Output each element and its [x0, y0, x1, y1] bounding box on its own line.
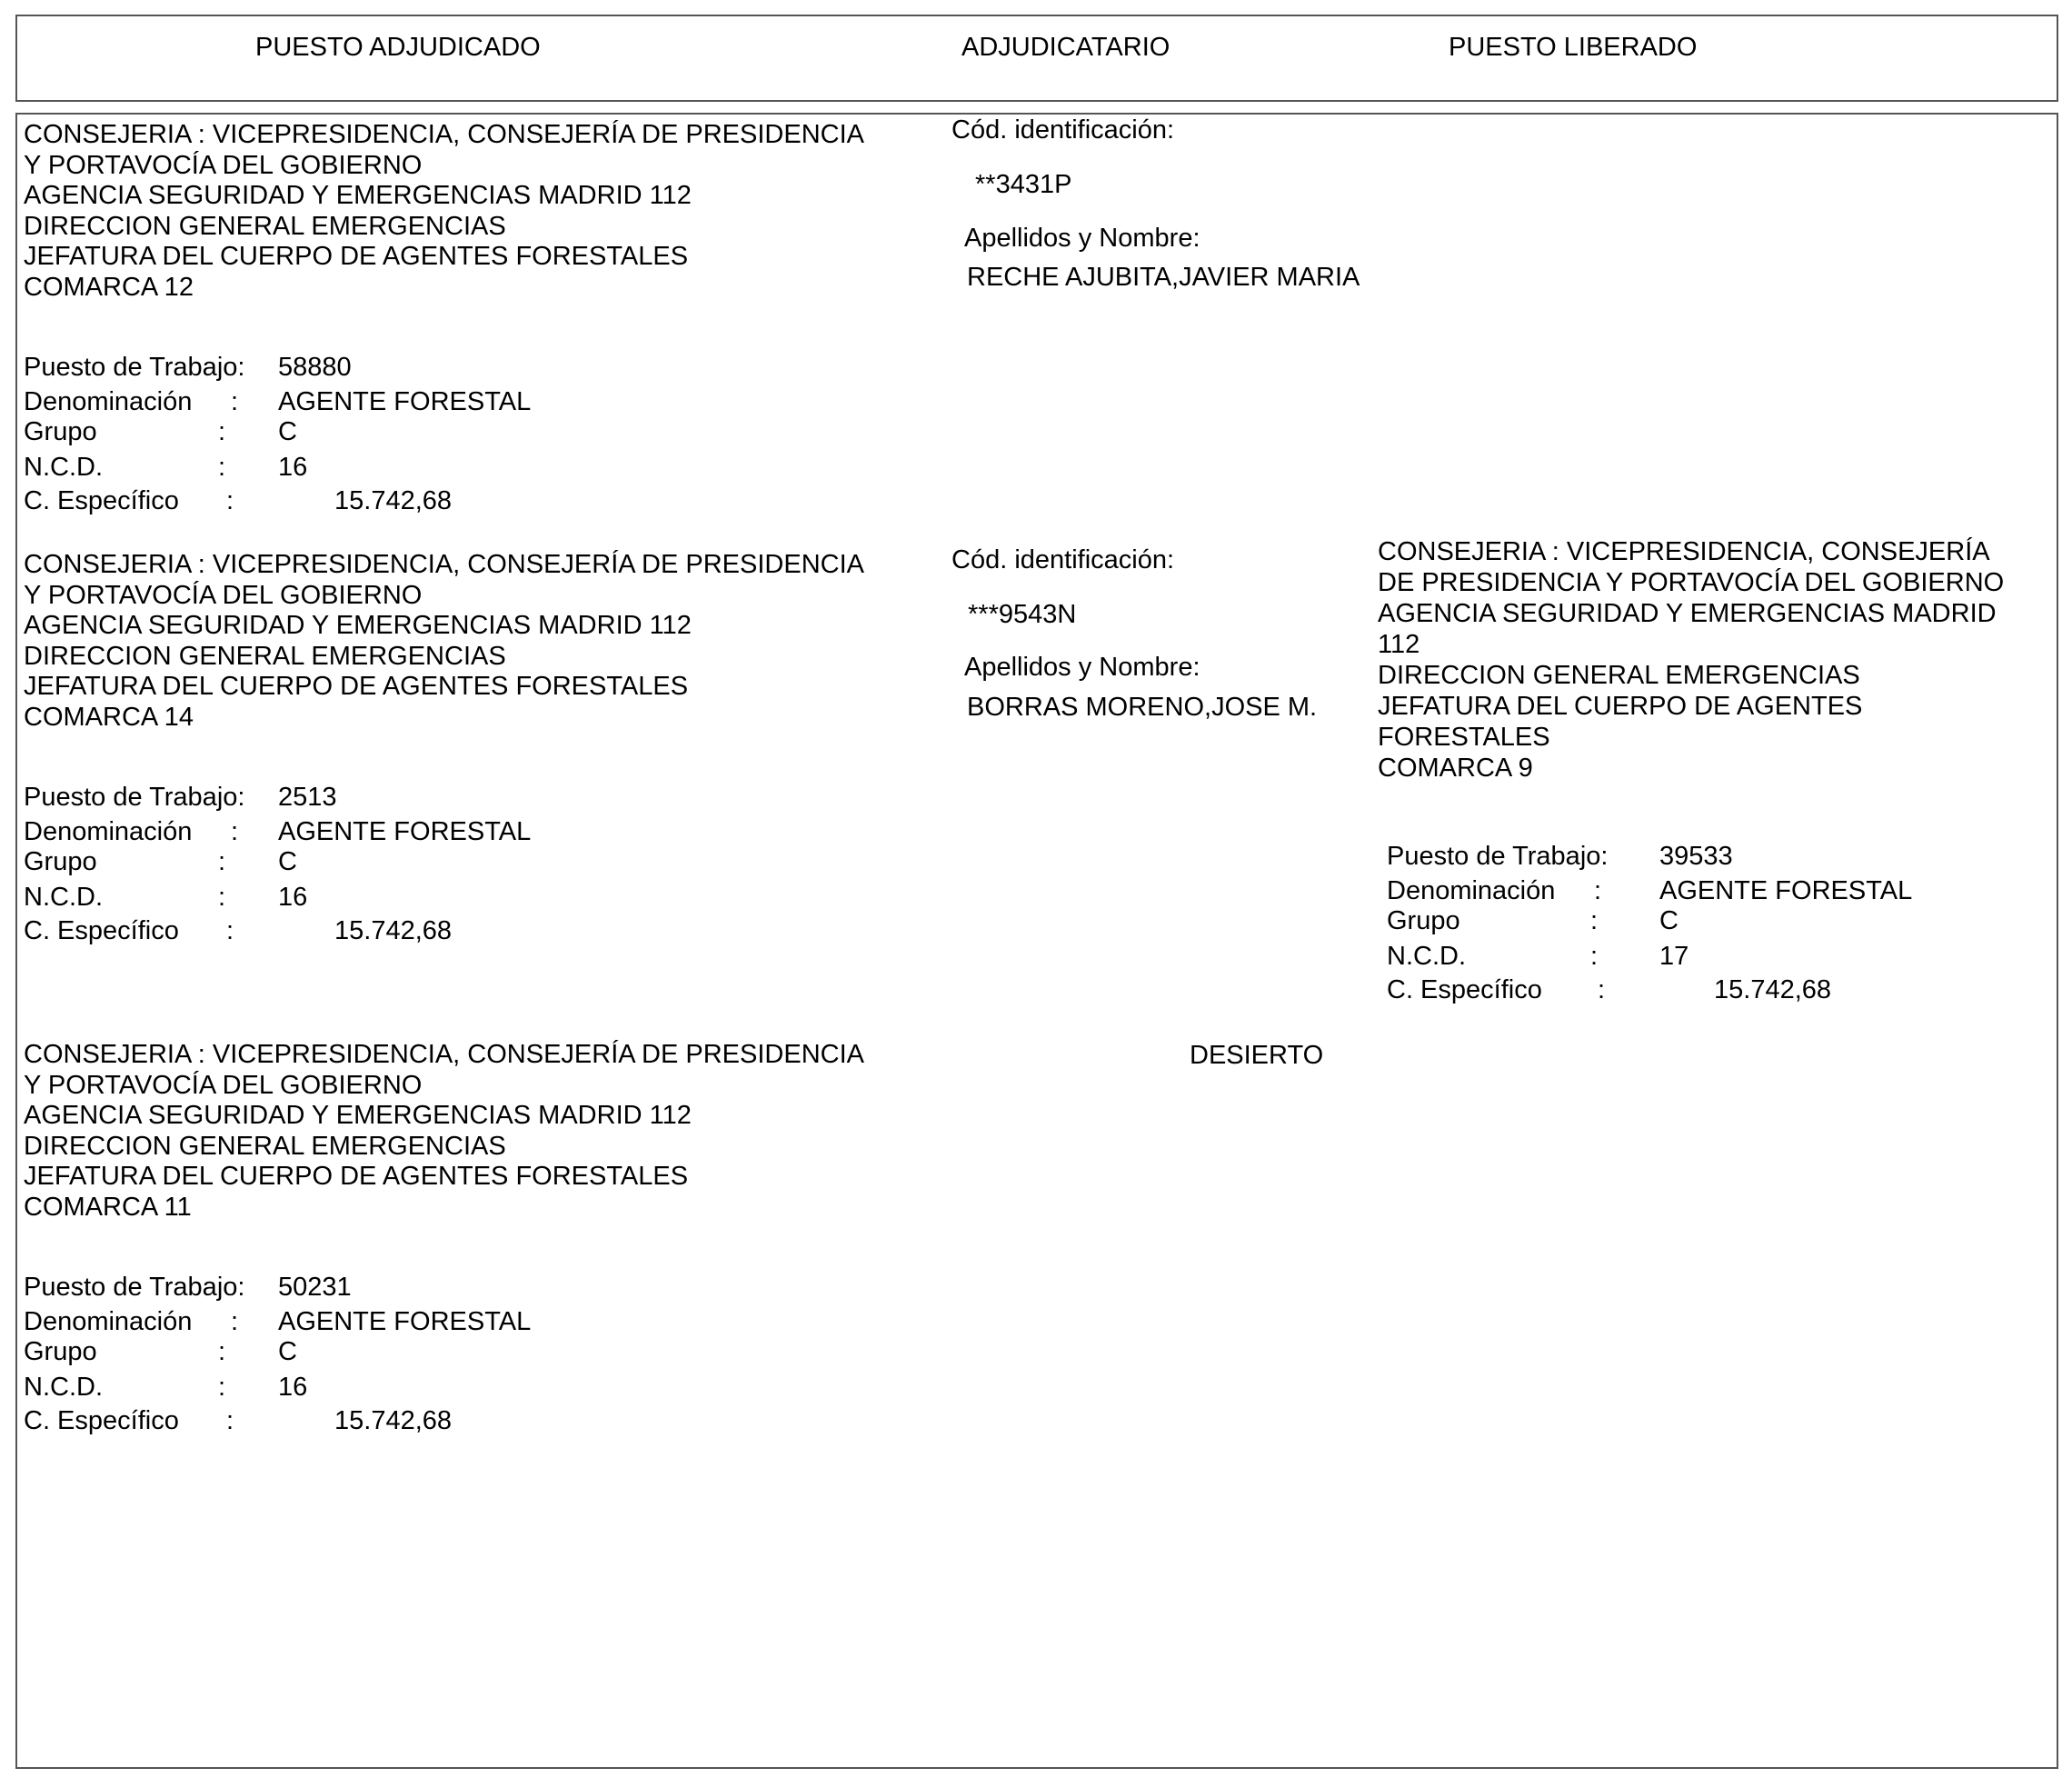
liberado-org-line: AGENCIA SEGURIDAD Y EMERGENCIAS MADRID [1378, 599, 1997, 628]
entry-1-grupo-value: C [278, 417, 297, 446]
org-line: JEFATURA DEL CUERPO DE AGENTES FORESTALES [24, 1162, 689, 1191]
entry-2-ncd-colon: : [218, 883, 226, 912]
entry-3-denominacion-label: Denominación [24, 1307, 193, 1336]
entry-1-apellidos-label: Apellidos y Nombre: [964, 224, 1200, 253]
entry-2-liberado-denominacion-label: Denominación [1387, 876, 1556, 905]
entry-2-denominacion-colon: : [231, 817, 239, 846]
entry-2-denominacion-label: Denominación [24, 817, 193, 846]
entry-2-liberado-especifico-colon: : [1598, 975, 1606, 1004]
entry-2-liberado-especifico-value: 15.742,68 [1714, 975, 1832, 1004]
org-line: AGENCIA SEGURIDAD Y EMERGENCIAS MADRID 112 [24, 611, 692, 640]
entry-2-especifico-colon: : [226, 916, 234, 945]
org-line: DIRECCION GENERAL EMERGENCIAS [24, 211, 506, 241]
liberado-org-line: FORESTALES [1378, 723, 1550, 752]
entry-3-puesto-value: 50231 [278, 1273, 352, 1302]
entry-3-ncd-label: N.C.D. [24, 1373, 103, 1402]
entry-1-ncd-label: N.C.D. [24, 453, 103, 482]
entry-1-cod-label: Cód. identificación: [951, 115, 1175, 145]
org-line: JEFATURA DEL CUERPO DE AGENTES FORESTALES [24, 242, 689, 271]
org-line: COMARCA 12 [24, 272, 194, 302]
entry-3-especifico-label: C. Específico [24, 1406, 179, 1435]
entry-2-liberado-grupo-colon: : [1590, 906, 1599, 935]
org-line: JEFATURA DEL CUERPO DE AGENTES FORESTALES [24, 672, 689, 701]
header-adjudicatario: ADJUDICATARIO [961, 33, 1170, 62]
header-puesto-liberado: PUESTO LIBERADO [1449, 33, 1698, 62]
entry-3-especifico-colon: : [226, 1406, 234, 1435]
entry-2-especifico-label: C. Específico [24, 916, 179, 945]
entry-2-grupo-label: Grupo [24, 847, 97, 876]
org-line: CONSEJERIA : VICEPRESIDENCIA, CONSEJERÍA DE PRESIDENCIA [24, 120, 864, 149]
entry-2-nombre-value: BORRAS MORENO,JOSE M. [967, 693, 1318, 722]
org-line: Y PORTAVOCÍA DEL GOBIERNO [24, 150, 423, 180]
org-line: AGENCIA SEGURIDAD Y EMERGENCIAS MADRID 112 [24, 181, 692, 210]
entry-2-liberado-ncd-value: 17 [1659, 942, 1689, 971]
entry-3-ncd-value: 16 [278, 1373, 308, 1402]
entry-1-denominacion-value: AGENTE FORESTAL [278, 387, 532, 416]
entry-1-puesto-label: Puesto de Trabajo: [24, 353, 245, 382]
entry-2-ncd-value: 16 [278, 883, 308, 912]
entry-2-liberado-puesto-value: 39533 [1659, 842, 1733, 871]
entry-1-cod-value: **3431P [975, 170, 1072, 199]
entry-3-puesto-label: Puesto de Trabajo: [24, 1273, 245, 1302]
org-line: COMARCA 14 [24, 702, 194, 732]
entry-2-cod-value: ***9543N [968, 600, 1077, 629]
entry-2-apellidos-label: Apellidos y Nombre: [964, 653, 1200, 682]
entry-1-puesto-value: 58880 [278, 353, 352, 382]
org-line: COMARCA 11 [24, 1192, 192, 1222]
entry-2-liberado-puesto-label: Puesto de Trabajo: [1387, 842, 1609, 871]
entry-1-especifico-colon: : [226, 486, 234, 515]
entry-3-grupo-label: Grupo [24, 1337, 97, 1366]
entry-2-ncd-label: N.C.D. [24, 883, 103, 912]
entry-2-grupo-colon: : [218, 847, 226, 876]
entry-1-especifico-label: C. Específico [24, 486, 179, 515]
org-line: CONSEJERIA : VICEPRESIDENCIA, CONSEJERÍA DE PRESIDENCIA [24, 1040, 864, 1069]
entry-3-grupo-value: C [278, 1337, 297, 1366]
entry-3-especifico-value: 15.742,68 [334, 1406, 453, 1435]
entry-1-org [24, 120, 864, 303]
entry-3-org [24, 1040, 864, 1223]
header-puesto-adjudicado: PUESTO ADJUDICADO [255, 33, 541, 62]
entry-2-liberado-grupo-value: C [1659, 906, 1679, 935]
liberado-org-line: DIRECCION GENERAL EMERGENCIAS [1378, 661, 1860, 690]
liberado-org-line: DE PRESIDENCIA Y PORTAVOCÍA DEL GOBIERNO [1378, 568, 2005, 597]
entry-2-puesto-value: 2513 [278, 783, 337, 812]
entry-1-nombre-value: RECHE AJUBITA,JAVIER MARIA [967, 263, 1360, 292]
org-line: Y PORTAVOCÍA DEL GOBIERNO [24, 580, 423, 610]
org-line: DIRECCION GENERAL EMERGENCIAS [24, 1131, 506, 1161]
liberado-org-line: CONSEJERIA : VICEPRESIDENCIA, CONSEJERÍA [1378, 537, 1990, 566]
entry-3-grupo-colon: : [218, 1337, 226, 1366]
entry-2-liberado-especifico-label: C. Específico [1387, 975, 1542, 1004]
entry-2-puesto-label: Puesto de Trabajo: [24, 783, 245, 812]
entry-2-liberado-ncd-colon: : [1590, 942, 1599, 971]
entry-3-desierto: DESIERTO [1190, 1041, 1324, 1070]
entry-3-denominacion-value: AGENTE FORESTAL [278, 1307, 532, 1336]
org-line: DIRECCION GENERAL EMERGENCIAS [24, 641, 506, 671]
entry-2-grupo-value: C [278, 847, 297, 876]
entry-2-org [24, 550, 864, 733]
entry-3-ncd-colon: : [218, 1373, 226, 1402]
entry-2-liberado-ncd-label: N.C.D. [1387, 942, 1466, 971]
entry-1-grupo-colon: : [218, 417, 226, 446]
entry-1-denominacion-colon: : [231, 387, 239, 416]
entry-1-ncd-colon: : [218, 453, 226, 482]
entry-2-liberado-denominacion-value: AGENTE FORESTAL [1659, 876, 1913, 905]
entry-3-denominacion-colon: : [231, 1307, 239, 1336]
org-line: Y PORTAVOCÍA DEL GOBIERNO [24, 1070, 423, 1100]
liberado-org-line: COMARCA 9 [1378, 754, 1533, 783]
entry-1-ncd-value: 16 [278, 453, 308, 482]
org-line: AGENCIA SEGURIDAD Y EMERGENCIAS MADRID 112 [24, 1101, 692, 1130]
liberado-org-line: JEFATURA DEL CUERPO DE AGENTES [1378, 692, 1863, 721]
entry-2-liberado-org [1378, 536, 2004, 784]
entry-2-liberado-denominacion-colon: : [1594, 876, 1602, 905]
entry-2-liberado-grupo-label: Grupo [1387, 906, 1460, 935]
org-line: CONSEJERIA : VICEPRESIDENCIA, CONSEJERÍA DE PRESIDENCIA [24, 550, 864, 579]
entry-2-cod-label: Cód. identificación: [951, 545, 1175, 574]
entry-2-especifico-value: 15.742,68 [334, 916, 453, 945]
entry-1-especifico-value: 15.742,68 [334, 486, 453, 515]
entry-1-denominacion-label: Denominación [24, 387, 193, 416]
entry-1-grupo-label: Grupo [24, 417, 97, 446]
entry-2-denominacion-value: AGENTE FORESTAL [278, 817, 532, 846]
liberado-org-line: 112 [1378, 630, 1420, 659]
